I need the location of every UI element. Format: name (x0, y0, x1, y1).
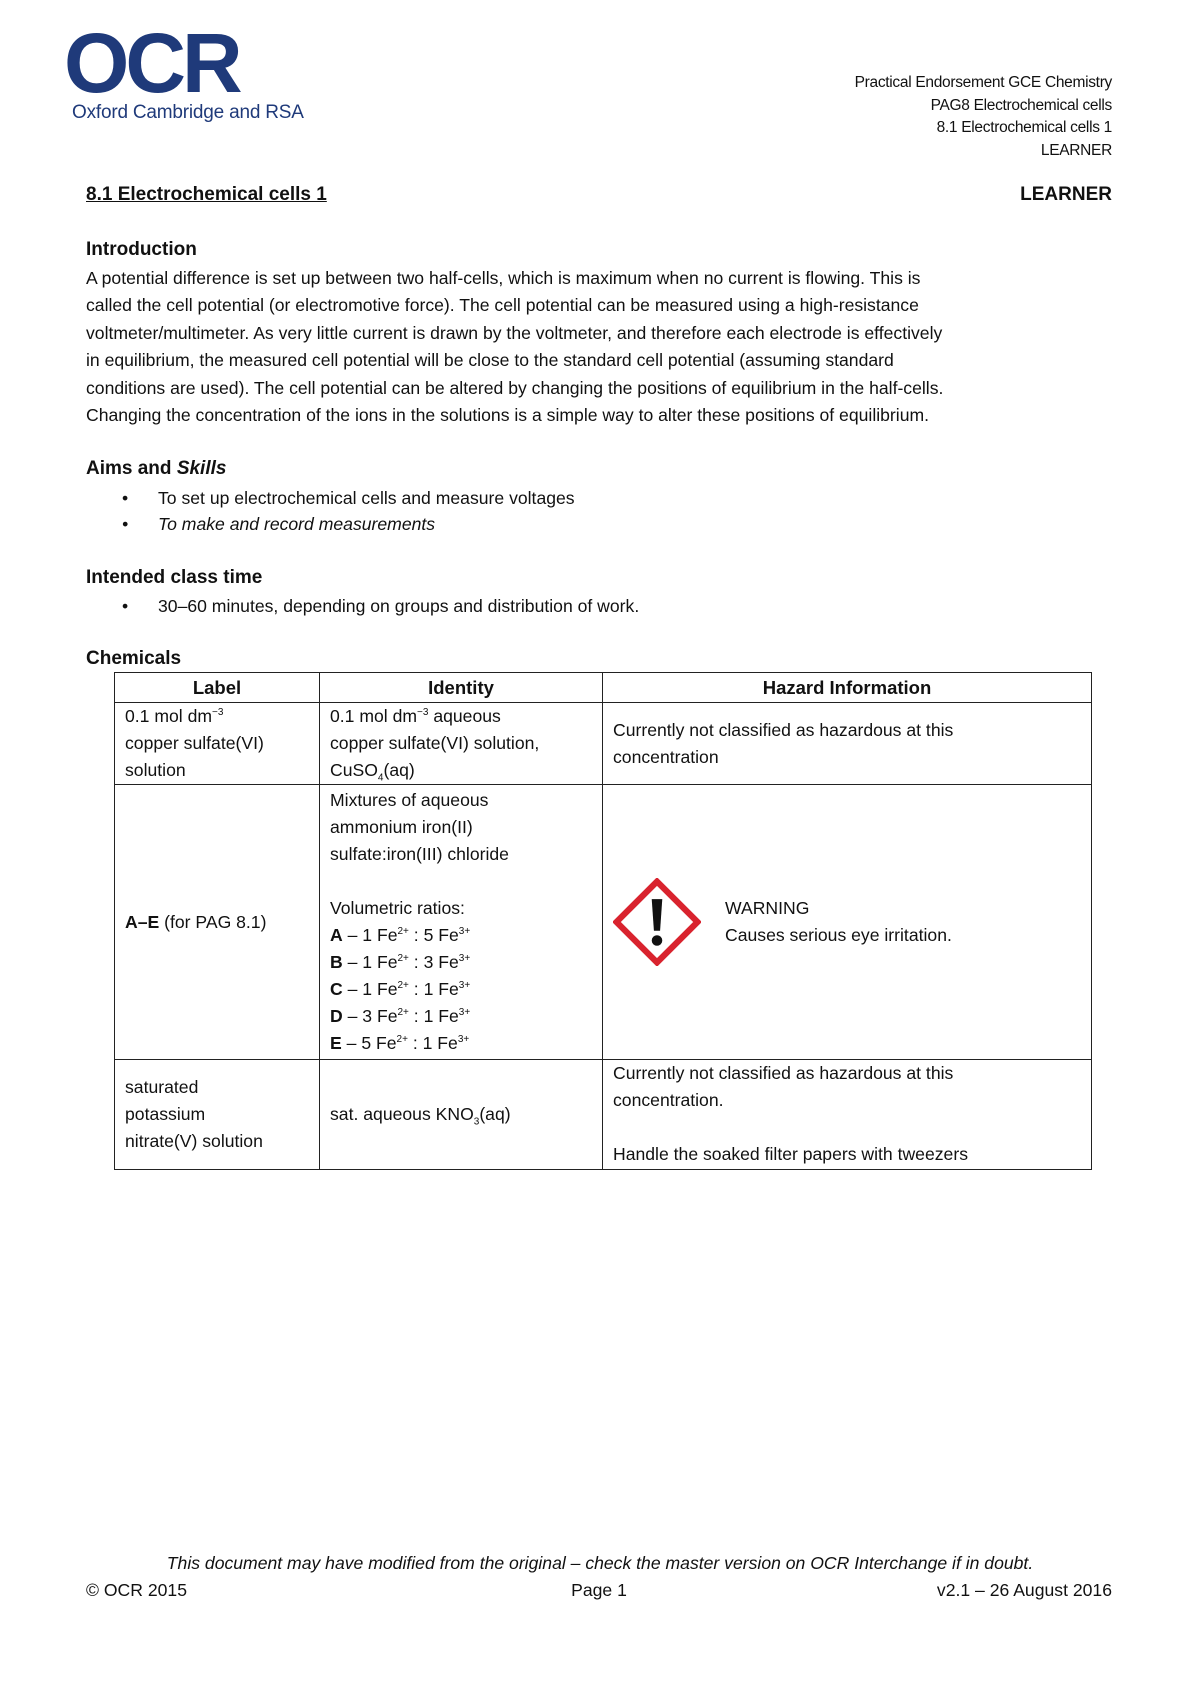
identity-text: 0.1 mol dm (330, 706, 418, 726)
cell-identity (320, 703, 603, 785)
identity-formula: CuSO (330, 760, 378, 780)
footer-copyright: © OCR 2015 (86, 1580, 187, 1600)
cell-label (115, 703, 320, 785)
footer (86, 1580, 1112, 1601)
logo-subtitle: Oxford Cambridge and RSA (72, 102, 304, 123)
column-header-identity: Identity (320, 673, 603, 703)
identity-formula: (aq) (383, 760, 415, 780)
class-time-list (86, 593, 639, 619)
class-time-item: • 30–60 minutes, depending on groups and distribution of work. (86, 593, 639, 619)
identity-sub: 3 (473, 1116, 480, 1128)
hazard-note: Handle the soaked filter papers with tweezers (613, 1144, 968, 1164)
header-audience: LEARNER (1040, 141, 1112, 159)
logo-text: OCR (64, 30, 239, 102)
document-header (855, 72, 1112, 162)
ocr-logo-mark (64, 30, 304, 102)
skills-item: • To make and record measurements (86, 511, 575, 537)
hazard-text: Currently not classified as hazardous at this concentration (613, 719, 954, 767)
ratio-line: A – 1 $Fe^{2+}$ : 5 $Fe^{3+}$ (330, 925, 471, 945)
identity-text: Mixtures of aqueous (330, 790, 489, 810)
ratios-heading: Volumetric ratios: (330, 898, 465, 918)
identity-formula: (aq) (479, 1104, 511, 1124)
hazard-statement (725, 895, 952, 949)
column-header-hazard: Hazard Information (603, 673, 1092, 703)
label-text: potassium (125, 1104, 206, 1124)
intro-line: called the cell potential (or electromotive force). The cell potential can be measured using a high-resistance (86, 295, 919, 316)
header-course: Practical Endorsement GCE Chemistry (854, 74, 1112, 91)
cell-hazard (603, 785, 1092, 1060)
label-text: solution (125, 760, 186, 780)
intro-line: voltmeter/multimeter. As very little current is drawn by the voltmeter, and therefore each electrode is effectively (86, 322, 943, 343)
identity-sub: 4 (377, 772, 384, 784)
identity-formula: sat. aqueous KNO (330, 1104, 474, 1124)
ratio-line: C – 1 $Fe^{2+}$ : 1 $Fe^{3+}$ (330, 979, 471, 999)
table-row (115, 785, 1092, 1060)
label-text: nitrate(V) solution (125, 1131, 263, 1151)
ocr-logo (64, 30, 324, 130)
aims-list (86, 485, 575, 537)
ratio-line: B – 1 $Fe^{2+}$ : 3 $Fe^{3+}$ (330, 952, 471, 972)
class-time-heading: Intended class time (86, 567, 263, 588)
aims-heading-text: Aims and (86, 458, 177, 479)
footer-disclaimer: This document may have modified from the original – check the master version on OCR Interchange if in doubt. (166, 1553, 1034, 1573)
cell-label (115, 785, 320, 1060)
hazard-text: concentration. (613, 1090, 724, 1110)
header-pag: PAG8 Electrochemical cells (930, 96, 1112, 114)
header-activity: 8.1 Electrochemical cells 1 (936, 119, 1112, 136)
cell-identity (320, 785, 603, 1060)
ratio-line: D – 3 $Fe^{2+}$ : 1 $Fe^{3+}$ (330, 1006, 471, 1026)
introduction-heading: Introduction (86, 239, 197, 260)
ratio-line: E – 5 $Fe^{2+}$ : 1 $Fe^{3+}$ (330, 1033, 470, 1053)
aims-item: • To set up electrochemical cells and measure voltages (86, 485, 575, 511)
label-text: saturated (125, 1077, 199, 1097)
ghs-exclamation-icon (613, 878, 701, 966)
cell-hazard (603, 703, 1092, 785)
column-header-label: Label (115, 673, 320, 703)
table-header-row (115, 673, 1092, 703)
identity-text: copper sulfate(VI) solution, (330, 733, 540, 753)
aims-heading-skills: Skills (176, 458, 227, 479)
identity-sup: −3 (417, 707, 429, 719)
aims-heading (86, 458, 226, 480)
label-text: 0.1 mol dm (125, 706, 213, 726)
hazard-text: Currently not classified as hazardous at this (613, 1063, 954, 1083)
footer-page-number: Page 1 (571, 1580, 627, 1600)
title-row (86, 184, 1112, 206)
table-row (115, 703, 1092, 785)
chemicals-table (114, 672, 1092, 1170)
cell-hazard (603, 1060, 1092, 1170)
introduction-text (86, 265, 1126, 429)
identity-text: ammonium iron(II) (330, 817, 473, 837)
footer-version: v2.1 – 26 August 2016 (936, 1580, 1112, 1600)
intro-line: conditions are used). The cell potential can be altered by changing the positions of equilibrium in the half-cells. (86, 377, 944, 398)
page-title: 8.1 Electrochemical cells 1 (86, 184, 327, 205)
cell-label (115, 1060, 320, 1170)
label-sup: −3 (212, 707, 224, 719)
intro-line: A potential difference is set up between two half-cells, which is maximum when no current is flowing. This is (86, 268, 921, 288)
hazard-text: Causes serious eye irritation. (725, 925, 952, 945)
identity-text: aqueous (428, 706, 501, 726)
label-text: copper sulfate(VI) (125, 733, 264, 753)
intro-line: Changing the concentration of the ions in the solutions is a simple way to alter these positions of equilibrium. (86, 405, 930, 426)
audience-label: LEARNER (1020, 184, 1112, 205)
table-row (115, 1060, 1092, 1170)
identity-text: sulfate:iron(III) chloride (330, 844, 509, 864)
hazard-block (613, 878, 1081, 966)
cell-identity (320, 1060, 603, 1170)
label-text: (for PAG 8.1) (159, 911, 267, 932)
hazard-signal-word: WARNING (725, 898, 810, 918)
intro-line: in equilibrium, the measured cell potential will be close to the standard cell potential (assuming standard (86, 350, 894, 371)
label-letters: A–E (125, 911, 160, 932)
chemicals-heading: Chemicals (86, 648, 182, 669)
